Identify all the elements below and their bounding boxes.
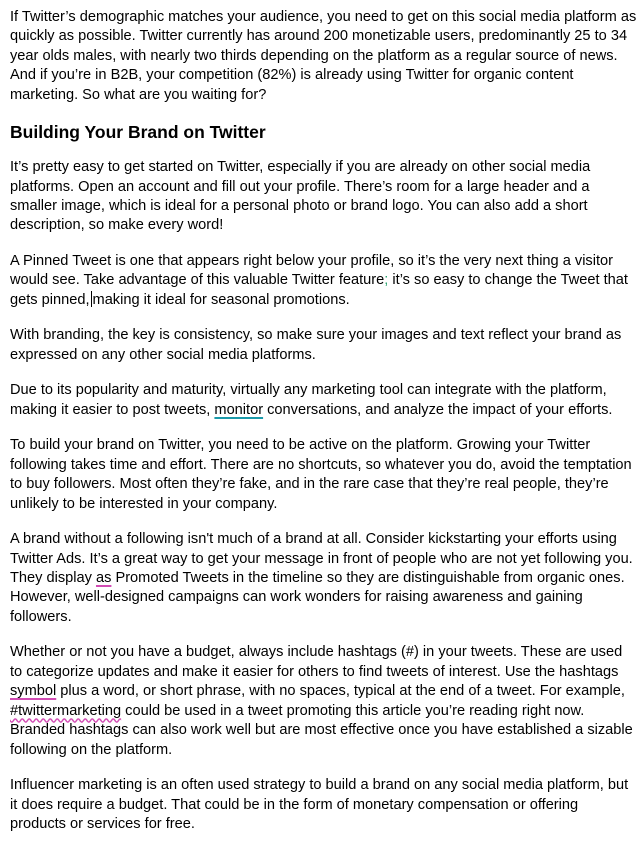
ads-text-a: A brand without a following isn't much of a brand at all. Consider kickstarting your efforts using Twitter Ads. It’s a great way to get your message in front of people who are not yet following you. They display: [10, 531, 633, 587]
grammar-flag-symbol[interactable]: symbol: [10, 683, 57, 700]
paragraph-influencer: Influencer marketing is an often used strategy to build a brand on any social media platform, but it does require a budget. That could be in the form of monetary compensation or offering products or services for free.: [10, 777, 629, 832]
hashtags-text-a: Whether or not you have a budget, always include hashtags (#) in your tweets. These are used to categorize updates and make it easier for others to find tweets of interest. Use the hashtags: [10, 644, 623, 680]
monitor-link[interactable]: monitor: [214, 401, 264, 418]
paragraph-demographics: If Twitter’s demographic matches your audience, you need to get on this social media platform as quickly as possible. Twitter currently has around 200 monetizable users, predominantly 25 to 34 year olds males, with nearly two thirds depending on the platform as a regular source of news. And if you’re in B2B, your competition (82%) is already using Twitter for organic content marketing. So what are you waiting for?: [10, 9, 637, 103]
paragraph-getting-started: It’s pretty easy to get started on Twitter, especially if you are already on other social media platforms. Open an account and fill out your profile. There’s room for a large header and a smaller image, which is ideal for a personal photo or brand logo. You can also add a short description, so make every word!: [10, 159, 591, 234]
paragraph-consistency: With branding, the key is consistency, so make sure your images and text reflect your brand as expressed on any other social media platforms.: [10, 327, 622, 363]
section-heading: Building Your Brand on Twitter: [10, 122, 266, 143]
paragraph-build-brand: To build your brand on Twitter, you need to be active on the platform. Growing your Twitter following takes time and effort. There are no shortcuts, so whatever you do, avoid the temptation to buy followers. Most often they’re fake, and in the rare case that they’re real people, they’re unlikely to be interested in your company.: [10, 437, 632, 512]
paragraph-pinned-tweet: [10, 252, 637, 310]
pinned-text-a: A Pinned Tweet is one that appears right below your profile, so it’s the very next thing a visitor would see. Take advantage of this valuable Twitter feature: [10, 253, 614, 289]
ads-text-b: Promoted Tweets in the timeline so they are distinguishable from organic ones. However, well-designed campaigns can work wonders for raising awareness and gaining followers.: [10, 570, 625, 625]
spelling-flag-hashtag[interactable]: #twittermarketing: [10, 702, 122, 719]
pinned-text-b: it’s so easy to change the Tweet that gets pinned,: [10, 272, 628, 308]
hashtags-text-b: plus a word, or short phrase, with no spaces, typical at the end of a tweet. For example,: [56, 683, 625, 700]
paragraph-marketing-tools: [10, 381, 637, 420]
grammar-flag-as[interactable]: as: [95, 570, 112, 587]
suggestion-semicolon[interactable]: ;: [384, 272, 389, 289]
tools-text-b: conversations, and analyze the impact of your efforts.: [263, 401, 613, 418]
pinned-text-c: making it ideal for seasonal promotions.: [92, 291, 350, 308]
paragraph-twitter-ads: [10, 530, 637, 627]
paragraph-hashtags: [10, 643, 637, 759]
hashtags-text-c: could be used in a tweet promoting this article you’re reading right now. Branded hashtags can also work well but are most effective once you have established a sizable following on the platform.: [10, 702, 633, 758]
text-cursor: [91, 291, 92, 307]
tools-text-a: Due to its popularity and maturity, virtually any marketing tool can integrate with the platform, making it easier to post tweets,: [10, 382, 607, 418]
